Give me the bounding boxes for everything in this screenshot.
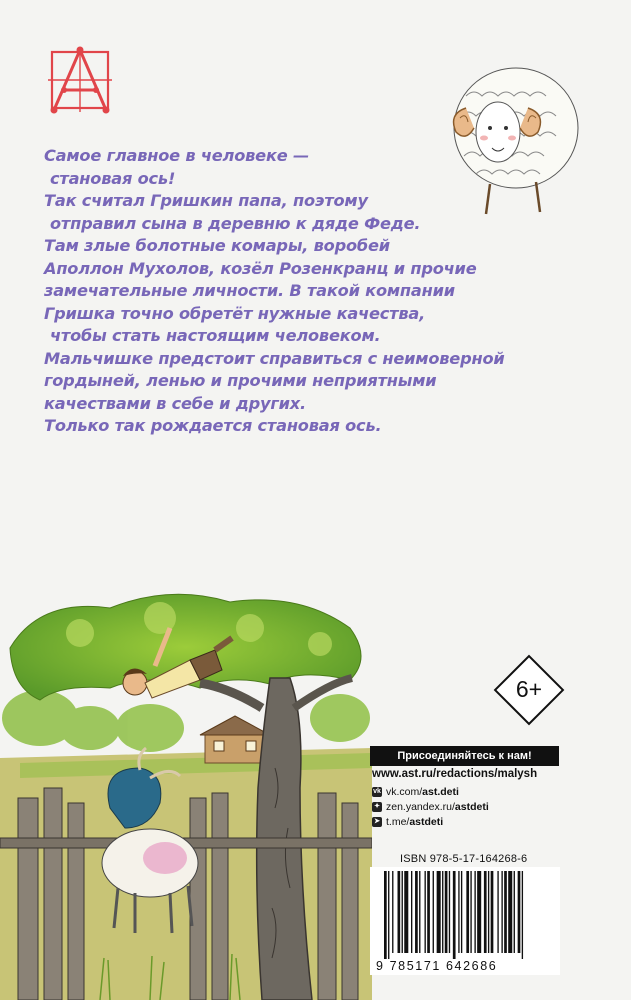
barcode-bar xyxy=(419,871,420,953)
barcode-bar xyxy=(514,871,515,953)
blurb-line: чтобы стать настоящим человеком. xyxy=(50,326,381,345)
zen-icon: ✦ xyxy=(372,802,382,812)
social-prefix: t.me/ xyxy=(386,816,410,828)
barcode-bar xyxy=(522,871,523,959)
blurb-line: Аполлон Мухолов, козёл Розенкранц и прочие xyxy=(44,258,477,278)
barcode-bar xyxy=(392,871,393,953)
barcode-bar xyxy=(445,871,448,953)
barcode-bar xyxy=(484,871,487,953)
social-link-telegram[interactable] xyxy=(372,816,443,828)
join-banner: Присоединяйтесь к нам! xyxy=(370,746,559,766)
social-prefix: vk.com/ xyxy=(386,786,423,798)
boy-goat-tree-illustration xyxy=(0,588,372,1000)
publisher-logo xyxy=(44,44,116,116)
barcode-bar xyxy=(411,871,412,953)
barcode-bar xyxy=(404,871,408,953)
barcode-bar xyxy=(449,871,450,953)
barcode-bar xyxy=(442,871,443,953)
telegram-icon: ➤ xyxy=(372,817,382,827)
barcode-bar xyxy=(491,871,494,953)
blurb-line: Там злые болотные комары, воробей xyxy=(44,236,390,255)
barcode-bar xyxy=(501,871,502,953)
social-prefix: zen.yandex.ru/ xyxy=(386,801,455,813)
blurb-text xyxy=(44,145,564,438)
barcode-bar xyxy=(477,871,481,953)
barcode-bar xyxy=(458,871,459,953)
barcode-bar xyxy=(508,871,512,953)
age-rating-label: 6+ xyxy=(515,676,543,702)
isbn-label: ISBN 978-5-17-164268-6 xyxy=(400,853,528,865)
social-handle: astdeti xyxy=(409,816,444,828)
blurb-line: гордыней, ленью и прочими неприятными xyxy=(44,371,437,390)
barcode-bar xyxy=(497,871,498,953)
barcode-bar xyxy=(474,871,475,953)
social-link-zen[interactable] xyxy=(372,801,489,813)
social-handle: ast.deti xyxy=(422,786,459,798)
blurb-line: Мальчишке предстоит справиться с неимоверной xyxy=(44,348,505,368)
barcode-bar xyxy=(453,871,456,959)
barcode-digits: 9 785171 642686 xyxy=(376,959,498,973)
vk-icon: vk xyxy=(373,788,381,795)
blurb-line: Гришка точно обретёт нужные качества, xyxy=(44,303,426,323)
barcode-bar xyxy=(437,871,441,953)
barcode-bar xyxy=(518,871,521,953)
barcode-bar xyxy=(402,871,403,953)
barcode-bar xyxy=(466,871,469,953)
barcode-bar xyxy=(488,871,489,953)
barcode-bar xyxy=(425,871,426,953)
barcode-bar xyxy=(384,871,387,959)
blurb-line: Так считал Гришкин папа, поэтому xyxy=(44,191,368,210)
barcode-bar xyxy=(504,871,507,953)
blurb-line: качествами в себе и других. xyxy=(44,393,306,413)
barcode-bar xyxy=(433,871,434,953)
barcode-bar xyxy=(398,871,401,953)
blurb-line: Самое главное в человеке — xyxy=(44,146,309,165)
social-link-vk[interactable] xyxy=(372,786,459,798)
barcode-bar xyxy=(461,871,462,953)
barcode-bar xyxy=(470,871,471,953)
social-handle: astdeti xyxy=(454,801,489,813)
blurb-line: становая ось! xyxy=(50,168,176,188)
website-link[interactable]: www.ast.ru/redactions/malysh xyxy=(372,768,538,780)
blurb-line: отправил сына в деревню к дяде Феде. xyxy=(50,213,421,233)
barcode-bar xyxy=(427,871,430,953)
blurb-line: Только так рождается становая ось. xyxy=(44,416,382,435)
barcode-bar xyxy=(388,871,389,959)
blurb-line: замечательные личности. В такой компании xyxy=(44,281,455,300)
barcode-bars xyxy=(370,867,560,959)
barcode-bar xyxy=(415,871,418,953)
